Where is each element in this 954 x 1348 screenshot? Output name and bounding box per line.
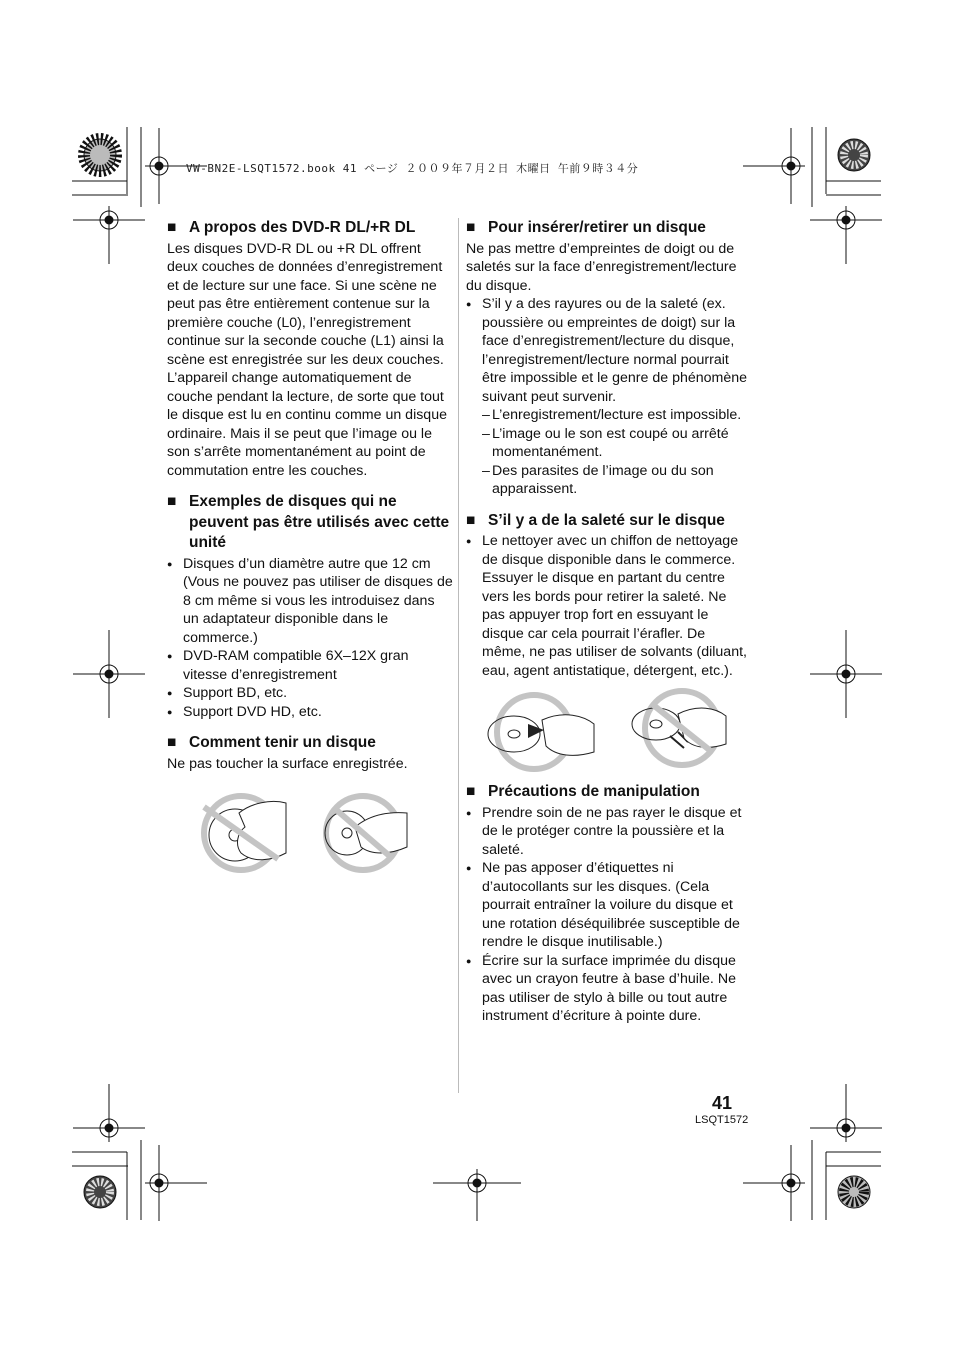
black-square-icon: ■ bbox=[466, 783, 476, 800]
prohibition-icon bbox=[325, 796, 407, 870]
list-item: ● Disques d’un diamètre autre que 12 cm (Vous ne pouvez pas utiliser de disques de 8 cm même si vous les introduisez dans un adaptateur disponible dans le commerce.) bbox=[167, 555, 453, 648]
section-title: ■ A propos des DVD-R DL/+R DL bbox=[167, 218, 453, 239]
right-column bbox=[466, 218, 750, 1034]
section-hold-disc bbox=[167, 733, 453, 873]
left-column bbox=[167, 218, 453, 881]
section-title: ■ Exemples de disques qui ne peuvent pas être utilisés avec cette unité bbox=[167, 492, 453, 554]
list-item: ● Le nettoyer avec un chiffon de nettoyage de disque disponible dans le commerce. Essuyer le disque en partant du centre vers les bords pour retirer la saleté. Ne pas appuyer trop fort en essuyant le disque car cela pourrait l’érafler. De même, ne pas utiliser de solvants (diluant, eau, agent antistatique, détergent, etc.). bbox=[466, 532, 750, 680]
list-item: – Des parasites de l’image ou du son apparaissent. bbox=[482, 462, 750, 499]
list-item: ● S’il y a des rayures ou de la saleté (ex. poussière ou empreintes de doigt) sur la face d’enregistrement/lecture du disque, l’enregistrement/lecture normal pourrait être impossible et le genre de phénomène suivant peut survenir. – L’enregistrement/lecture est impossible. – L’image ou le son est coupé ou arrêté momentanément. – Des parasites de l’image ou du son apparaissent. bbox=[466, 295, 750, 499]
list-item: ● Prendre soin de ne pas rayer le disque et de le protéger contre la poussière et la saleté. bbox=[466, 804, 750, 860]
bullet-list bbox=[466, 532, 750, 680]
list-item: ● Écrire sur la surface imprimée du disque avec un crayon feutre à base d’huile. Ne pas utiliser de stylo à bille ou tout autre instrument d’écriture à pointe dure. bbox=[466, 952, 750, 1026]
dash-list bbox=[482, 406, 750, 499]
bullet-list bbox=[466, 804, 750, 1026]
black-square-icon: ■ bbox=[167, 219, 177, 236]
black-square-icon: ■ bbox=[167, 734, 177, 751]
section-insert-remove bbox=[466, 218, 750, 499]
section-title: ■ Comment tenir un disque bbox=[167, 733, 453, 754]
section-incompatible-discs bbox=[167, 492, 453, 721]
section-title: ■ S’il y a de la saleté sur le disque bbox=[466, 511, 750, 532]
paragraph: Ne pas mettre d’empreintes de doigt ou de saletés sur la face d’enregistrement/lecture du disque. bbox=[466, 240, 737, 294]
section-dirty-disc bbox=[466, 511, 750, 775]
print-header: VW-BN2E-LSQT1572.book 41 ページ ２００９年７月２日 木曜日 午前９時３４分 bbox=[186, 162, 639, 175]
section-title: ■ Pour insérer/retirer un disque bbox=[466, 218, 750, 239]
black-square-icon: ■ bbox=[466, 511, 476, 529]
section-handling-precautions bbox=[466, 782, 750, 1026]
paragraph: Les disques DVD-R DL ou +R DL offrent deux couches de données d’enregistrement et de lecture sur une face. Si une scène ne peut pas être entièrement contenue sur la première couche (L0), l’enregistrement continue sur la seconde couche (L1) ainsi la scène est enregistrée sur les deux couches. L’appareil change automatiquement de couche pendant la lecture, de sorte que tout le disque est lu en continu comme un disque ordinaire. Mais il se peut que l’image ou le son s’arrête momentanément au point de commutation entre les couches. bbox=[167, 240, 447, 479]
prohibition-icon bbox=[204, 796, 286, 870]
black-square-icon: ■ bbox=[466, 219, 476, 236]
section-title: ■ Précautions de manipulation bbox=[466, 782, 750, 803]
section-dvd-dl bbox=[167, 218, 453, 480]
list-item: – L’enregistrement/lecture est impossible. bbox=[482, 406, 750, 425]
list-item: ● Support BD, etc. bbox=[167, 684, 453, 703]
column-divider bbox=[458, 218, 459, 1093]
list-item: ● DVD-RAM compatible 6X–12X gran vitesse d’enregistrement bbox=[167, 647, 453, 684]
list-item: ● Support DVD HD, etc. bbox=[167, 703, 453, 722]
document-code: LSQT1572 bbox=[695, 1114, 749, 1126]
cleaning-illustration bbox=[466, 688, 750, 774]
page-number: 41 bbox=[712, 1093, 733, 1113]
correct-cleaning-figure bbox=[488, 695, 594, 769]
paragraph: Ne pas toucher la surface enregistrée. bbox=[167, 755, 408, 772]
list-item: ● Ne pas apposer d’étiquettes ni d’autocollants sur les disques. (Cela pourrait entraîner la voilure du disque et une rotation déséquilibrée susceptible de rendre le disque inutilisable.) bbox=[466, 859, 750, 952]
bullet-list bbox=[466, 295, 750, 499]
prohibition-icon bbox=[632, 691, 726, 765]
hold-disc-illustration bbox=[167, 783, 453, 873]
bullet-list bbox=[167, 555, 453, 722]
list-item: – L’image ou le son est coupé ou arrêté momentanément. bbox=[482, 425, 750, 462]
black-square-icon: ■ bbox=[167, 493, 177, 510]
